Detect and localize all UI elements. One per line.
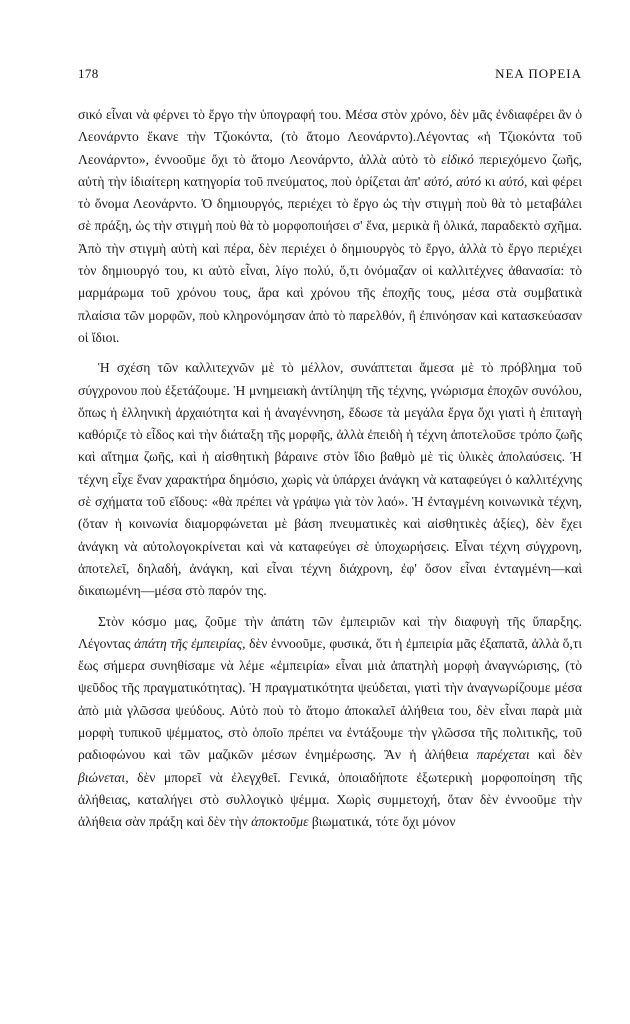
running-header xyxy=(78,66,582,82)
journal-title: ΝΕΑ ΠΟΡΕΙΑ xyxy=(495,66,582,81)
paragraph-text: Ἡ σχέση τῶν καλλιτεχνῶν μὲ τὸ μέλλον, συνάπτεται ἄμεσα μὲ τὸ πρόβλημα τοῦ σύγχρονου ποὺ ἐξετάζουμε. Ἡ μνημειακὴ ἀντίληψη τῆς τέχνης, γνώρισμα ἐποχῶν συνόλου, ὅπως ἡ ἑλληνικὴ ἀρχαιότητα καὶ ἡ ἀναγέννηση, ἔδωσε τὰ μεγάλα ἔργα ὄχι γιατὶ ἡ ἐπιταγὴ καθόριζε τὸ εἶδος καὶ τὴν διάταξη τῆς μορφῆς, ἀλλὰ ἐπειδὴ ἡ τέχνη ἀποτελοῦσε τρόπο ζωῆς καὶ αἴτημα ζωῆς, καὶ ἡ αἰσθητικὴ βάραινε στὸν ἴδιο βαθμὸ μὲ τὶς ὑλικὲς ἀπολαύσεις. Ἡ τέχνη εἶχε ἕναν χαρακτήρα δημόσιο, χωρὶς νὰ ὑπάρχει ἀνάγκη νὰ καταφεύγει ὁ καλλιτέχνης σὲ σχήματα τοῦ εἴδους: «θὰ πρέπει νὰ γράψω γιὰ τὸν λαό». Ἡ ἐνταγμένη κοινωνικὰ τέχνη, (ὅταν ἡ κοινωνία διαμορφώνεται μὲ βάση πνευματικὲς καὶ αἰσθητικὲς ἀξίες), δὲν ἔχει ἀνάγκη νὰ αὐτολογοκρίνεται καὶ νὰ καταφεύγει σὲ ὑποχωρήσεις. Εἶναι τέχνη σύγχρονη, ἀποτελεῖ, δηλαδή, ἀνάγκη, καὶ εἶναι τέχνη διάχρονη, ἐφ' ὅσον εἶναι ἐνταγμένη—καὶ δικαιωμένη—μέσα στὸ παρόν της. xyxy=(78,360,582,599)
paragraph-text: σικό εἶναι νὰ φέρνει τὸ ἔργο τὴν ὑπογραφή του. Μέσα στὸν χρόνο, δὲν μᾶς ἐνδιαφέρει ἂν ὁ Λεονάρντο ἔκανε τὴν Τζιοκόντα, (τὸ ἄτομο Λεονάρντο).Λέγοντας «ἡ Τζιοκόντα τοῦ Λεονάρντο», ἐννοοῦμε ὄχι τὸ ἄτομο Λεονάρντο, ἀλλὰ αὐτὸ τὸ xyxy=(78,107,582,167)
paragraph-text: περιεχόμενο ζωῆς, αὐτὴ τὴν ἰδιαίτερη κατηγορία τοῦ πνεύματος, ποὺ ὁρίζεται ἀπ' xyxy=(78,151,583,189)
paragraph xyxy=(78,357,582,602)
italic-text: εἰδικό xyxy=(441,151,474,167)
body-text xyxy=(78,104,582,834)
page-number: 178 xyxy=(78,66,99,81)
book-page xyxy=(78,66,582,842)
paragraph-text: δὲν μπορεῖ νὰ ἐλεγχθεῖ. Γενικά, ὁποιαδήποτε ἐξωτερικὴ μορφοποίηση τῆς ἀλήθειας, καταλήγει στὸ συλλογικὸ ψέμμα. Χωρὶς συμμετοχή, ὅταν δὲν ἐννοοῦμε τὴν ἀλήθεια σὰν πράξη καὶ δὲν τὴν xyxy=(78,769,582,830)
italic-text: ἀπάτη τῆς ἐμπειρίας, xyxy=(134,635,246,651)
italic-text: αὐτό, αὐτό xyxy=(424,173,482,189)
italic-text: αὐτό, xyxy=(499,173,528,189)
paragraph-text: Στὸν κόσμο μας, ζοῦμε τὴν ἀπάτη τῶν ἐμπειριῶν καὶ τὴν διαφυγὴ τῆς ὕπαρξης. Λέγοντας xyxy=(78,613,582,651)
italic-text: ἀποκτοῦμε xyxy=(251,814,309,830)
italic-text: παρέχεται xyxy=(476,747,530,763)
paragraph-text: κι xyxy=(481,173,499,189)
paragraph xyxy=(78,104,582,349)
paragraph-text: βιωματικά, τότε ὄχι μόνον xyxy=(308,814,456,830)
paragraph-text: καὶ φέρει τὸ ὄνομα Λεονάρντο. Ὁ δημιουργός, περιέχει τὸ ἔργο ὡς τὴν στιγμὴ ποὺ θὰ τὸ μεταβάλει σὲ πράξη, ὡς τὴν στιγμὴ ποὺ θὰ τὸ μορφοποιήσει σ' ἕνα, μερικὰ ἢ ὁλικά, παραδεκτὸ σχῆμα. Ἀπὸ τὴν στιγμὴ αὐτὴ καὶ πέρα, δὲν περιέχει ὁ δημιουργὸς τὸ ἔργο, ἀλλὰ τὸ ἔργο περιέχει τὸν δημιουργό του, κι αὐτὸ εἶναι, λίγο πολύ, ὅ,τι ὀνόμαζαν οἱ καλλιτέχνες ἀθανασία: τὸ μαρμάρωμα τοῦ χρόνου τους, ἄρα καὶ χρόνου τῆς ἐποχῆς τους, μέσα στὰ συμβατικὰ πλαίσια τῶν μορφῶν, ποὺ κληρονόμησαν ἀπὸ τὸ παρελθόν, ἢ ἐπινόησαν καὶ κατασκεύασαν οἱ ἴδιοι. xyxy=(78,173,582,345)
paragraph-text: καὶ δὲν xyxy=(529,747,582,763)
paragraph-text: δὲν ἐννοοῦμε, φυσικά, ὅτι ἡ ἐμπειρία μᾶς ἐξαπατᾶ, ἀλλὰ ὅ,τι ἔως σήμερα συνηθίσαμε νὰ λέμε «ἐμπειρία» εἶναι μιὰ ἀπατηλὴ μορφὴ ἀναγνώρισης, (τὸ ψεῦδος τῆς πραγματικότητας). Ἡ πραγματικότητα ψεύδεται, γιατὶ τὴν ἀναγνωρίζουμε μέσα ἀπὸ μιὰ γλῶσσα ψεύδους. Αὐτὸ ποὺ τὸ ἄτομο ἀποκαλεῖ ἀλήθεια του, δὲν εἶναι παρὰ μιὰ μορφὴ τυπικοῦ ψέμματος, στὸ ὁποῖο πρέπει να ἐντάξουμε τὴν γλῶσσα τῆς πολιτικῆς, τοῦ ραδιοφώνου καὶ τῶν μαζικῶν μέσων ἐνημέρωσης. Ἂν ἡ ἀλήθεια xyxy=(78,635,582,763)
italic-text: βιώνεται, xyxy=(78,769,129,785)
paragraph xyxy=(78,611,582,834)
